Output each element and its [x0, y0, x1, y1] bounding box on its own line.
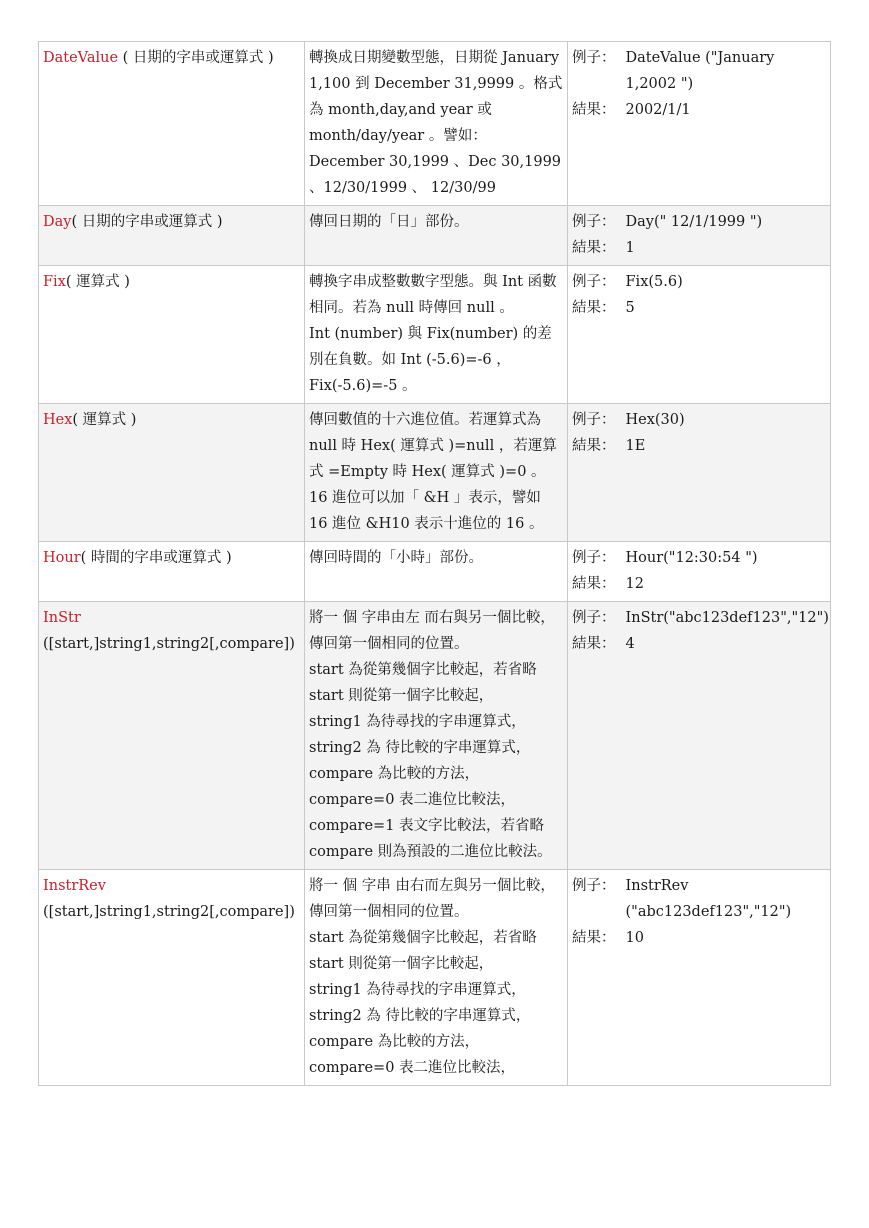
result-value: 4: [625, 636, 635, 652]
table-row: [39, 870, 831, 1086]
description-line: 傳回時間的「小時」部份。: [309, 550, 483, 566]
result-row: [572, 571, 826, 597]
function-description-cell: [305, 542, 568, 602]
description-line: string2 為 待比較的字串運算式，: [309, 1008, 531, 1024]
example-label: 例子：: [572, 274, 616, 290]
example-label: 例子：: [572, 610, 616, 626]
function-syntax: ([start,]string1,string2[,compare]): [43, 904, 295, 920]
description-line: start 為從第幾個字比較起，若省略 start 則從第一個字比較起，: [309, 930, 537, 972]
result-row: [572, 97, 826, 123]
function-example-cell: [568, 42, 831, 206]
result-value: 1E: [625, 438, 646, 454]
example-row: [572, 209, 826, 235]
result-row: [572, 433, 826, 459]
function-syntax: ( 運算式 ): [72, 412, 137, 428]
description-line: compare 為比較的方法，: [309, 1034, 480, 1050]
function-example-cell: [568, 404, 831, 542]
function-name: InStr: [43, 610, 81, 626]
example-label: 例子：: [572, 50, 616, 66]
result-row: [572, 925, 826, 951]
example-value: Day(" 12/1/1999 "): [625, 214, 763, 230]
function-reference-table: [38, 41, 831, 1086]
example-value: Fix(5.6): [625, 274, 683, 290]
description-line: string2 為 待比較的字串運算式，: [309, 740, 531, 756]
description-line: 傳回數值的十六進位值。若運算式為 null 時 Hex( 運算式 )=null ，若運算式 =Empty 時 Hex( 運算式 )=0 。16 進位可以加「 &H 」表示，譬如 16 進位 &H10 表示十進位的 16 。: [309, 412, 557, 532]
example-value: Hex(30): [625, 412, 685, 428]
function-name: Day: [43, 214, 72, 230]
example-value: DateValue ("January 1,2002 "): [625, 50, 775, 92]
function-signature-cell: [39, 42, 305, 206]
description-line: 轉換字串成整數數字型態。與 Int 函數相同。若為 null 時傳回 null 。: [309, 274, 557, 316]
function-description-cell: [305, 206, 568, 266]
function-signature-cell: [39, 870, 305, 1086]
result-label: 結果：: [572, 102, 616, 118]
table-row: [39, 42, 831, 206]
function-description-cell: [305, 602, 568, 870]
function-name: Fix: [43, 274, 66, 290]
description-line: 將一 個 字串 由右而左與另一個比較，傳回第一個相同的位置。: [309, 878, 555, 920]
result-row: [572, 631, 826, 657]
function-example-cell: [568, 602, 831, 870]
result-label: 結果：: [572, 438, 616, 454]
example-row: [572, 45, 826, 97]
function-syntax: ( 時間的字串或運算式 ): [80, 550, 232, 566]
table-row: [39, 542, 831, 602]
description-line: string1 為待尋找的字串運算式，: [309, 982, 526, 998]
function-description-cell: [305, 870, 568, 1086]
description-line: compare=0 表二進位比較法，: [309, 1060, 516, 1076]
function-example-cell: [568, 206, 831, 266]
table-row: [39, 602, 831, 870]
function-example-cell: [568, 870, 831, 1086]
result-value: 2002/1/1: [625, 102, 691, 118]
function-description-cell: [305, 404, 568, 542]
result-value: 1: [625, 240, 635, 256]
example-row: [572, 269, 826, 295]
example-label: 例子：: [572, 878, 616, 894]
description-line: compare 為比較的方法，: [309, 766, 480, 782]
description-line: 將一 個 字串由左 而右與另一個比較，傳回第一個相同的位置。: [309, 610, 555, 652]
function-syntax: ([start,]string1,string2[,compare]): [43, 636, 295, 652]
result-row: [572, 235, 826, 261]
function-signature-cell: [39, 266, 305, 404]
function-table-body: [39, 42, 831, 1086]
result-label: 結果：: [572, 240, 616, 256]
example-value: InstrRev ("abc123def123","12"): [625, 878, 792, 920]
function-syntax: ( 日期的字串或運算式 ): [71, 214, 223, 230]
function-example-cell: [568, 266, 831, 404]
function-syntax: ( 日期的字串或運算式 ): [118, 50, 274, 66]
table-row: [39, 206, 831, 266]
description-line: 轉換成日期變數型態，日期從 January 1,100 到 December 31,9999 。格式為 month,day,and year 或 month/day/year 。譬如： December 30,1999 、Dec 30,1999 、12/30/1999 、 12/30/99: [309, 50, 563, 196]
result-row: [572, 295, 826, 321]
result-value: 10: [625, 930, 644, 946]
example-row: [572, 873, 826, 925]
function-name: Hour: [43, 550, 81, 566]
example-label: 例子：: [572, 550, 616, 566]
example-label: 例子：: [572, 214, 616, 230]
result-label: 結果：: [572, 576, 616, 592]
function-signature-cell: [39, 404, 305, 542]
description-line: compare=1 表文字比較法，若省略 compare 則為預設的二進位比較法。: [309, 818, 552, 860]
description-line: 傳回日期的「日」部份。: [309, 214, 469, 230]
example-value: Hour("12:30:54 "): [625, 550, 758, 566]
description-line: start 為從第幾個字比較起，若省略 start 則從第一個字比較起，: [309, 662, 537, 704]
function-signature-cell: [39, 206, 305, 266]
example-value: InStr("abc123def123","12"): [625, 610, 829, 626]
function-syntax: ( 運算式 ): [65, 274, 130, 290]
function-name: Hex: [43, 412, 73, 428]
result-label: 結果：: [572, 300, 616, 316]
function-signature-cell: [39, 602, 305, 870]
function-description-cell: [305, 42, 568, 206]
example-row: [572, 605, 829, 631]
function-signature-cell: [39, 542, 305, 602]
result-label: 結果：: [572, 636, 616, 652]
function-name: InstrRev: [43, 878, 106, 894]
example-row: [572, 407, 826, 433]
description-line: Int (number) 與 Fix(number) 的差別在負數。如 Int (-5.6)=-6 ，Fix(-5.6)=-5 。: [309, 326, 552, 394]
example-label: 例子：: [572, 412, 616, 428]
function-name: DateValue: [43, 50, 119, 66]
description-line: compare=0 表二進位比較法，: [309, 792, 516, 808]
result-label: 結果：: [572, 930, 616, 946]
example-row: [572, 545, 826, 571]
function-description-cell: [305, 266, 568, 404]
description-line: string1 為待尋找的字串運算式，: [309, 714, 526, 730]
result-value: 5: [625, 300, 635, 316]
function-example-cell: [568, 542, 831, 602]
table-row: [39, 404, 831, 542]
table-row: [39, 266, 831, 404]
result-value: 12: [625, 576, 644, 592]
